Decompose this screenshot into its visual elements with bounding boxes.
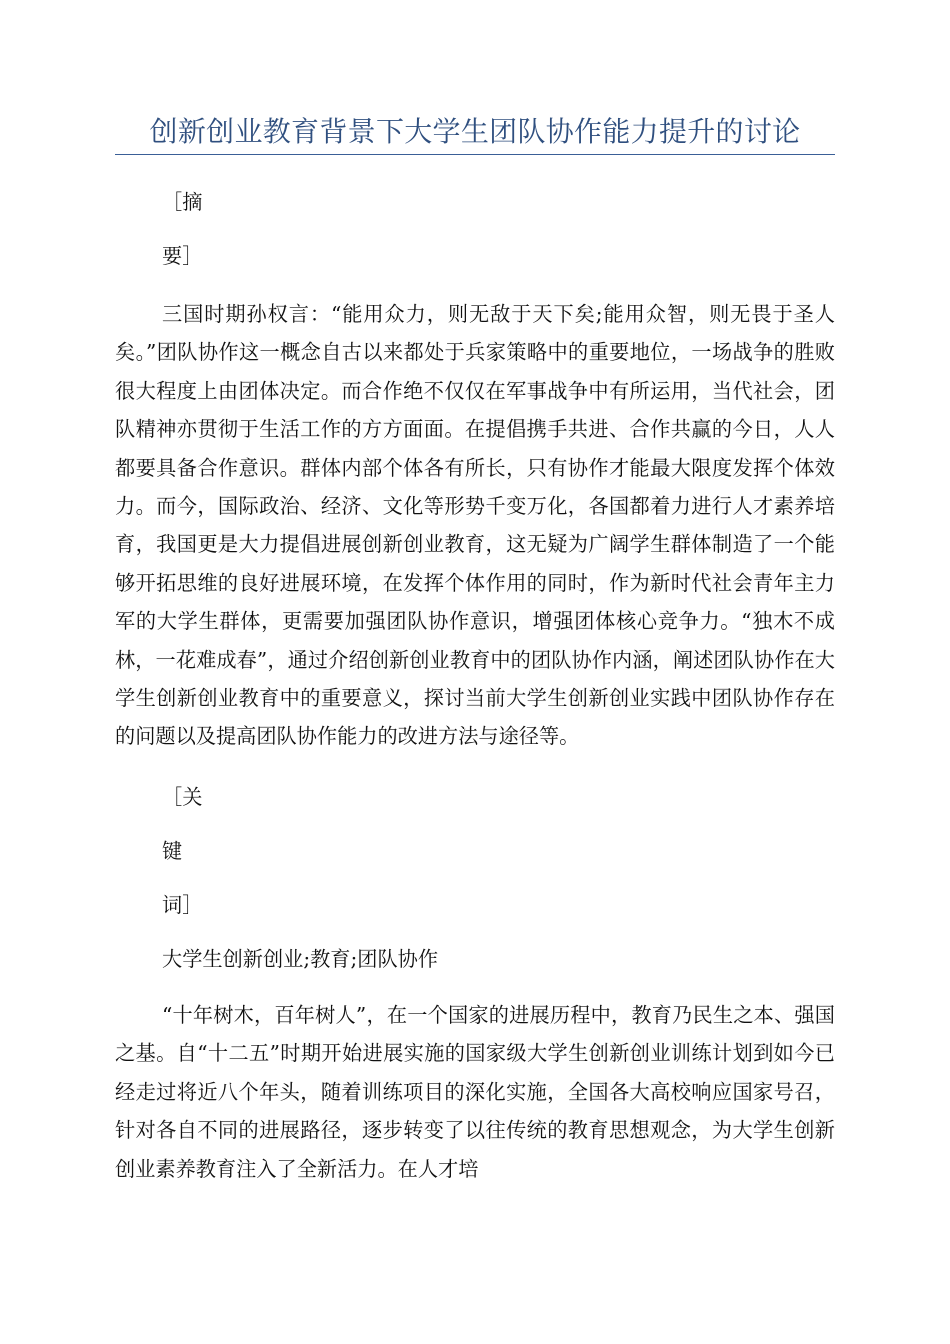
abstract-label-line-2: 要］ <box>162 244 203 268</box>
keywords-label-line-2: 键 <box>162 838 183 863</box>
keywords-text: 大学生创新创业;教育;团队协作 <box>162 946 439 971</box>
abstract-paragraph: 三国时期孙权言：“能用众力，则无敌于天下矣;能用众智，则无畏于圣人矣。”团队协作这一概念自古以来都处于兵家策略中的重要地位，一场战争的胜败很大程度上由团体决定。而合作绝不仅仅在军事战争中有所运用，当代社会，团队精神亦贯彻于生活工作的方方面面。在提倡携手共进、合作共赢的今日，人人都要具备合作意识。群体内部个体各有所长，只有协作才能最大限度发挥个体效力。而今，国际政治、经济、文化等形势千变万化，各国都着力进行人才素养培育，我国更是大力提倡进展创新创业教育，这无疑为广阔学生群体制造了一个能够开拓思维的良好进展环境，在发挥个体作用的同时，作为新时代社会青年主力军的大学生群体，更需要加强团队协作意识，增强团体核心竞争力。“独木不成林，一花难成春”，通过介绍创新创业教育中的团队协作内涵，阐述团队协作在大学生创新创业教育中的重要意义，探讨当前大学生创新创业实践中团队协作存在的问题以及提高团队协作能力的改进方法与途径等。 <box>115 302 835 749</box>
title-underline <box>115 154 835 155</box>
abstract-label-line-1: ［摘 <box>162 190 203 214</box>
document-body <box>115 175 835 1188</box>
document-title: 创新创业教育背景下大学生团队协作能力提升的讨论 <box>149 115 801 148</box>
keywords-label-line-3: 词］ <box>162 892 203 917</box>
keywords-label-line-1: ［关 <box>162 784 203 809</box>
intro-paragraph: “十年树木，百年树人”，在一个国家的进展历程中，教育乃民生之本、强国之基。自“十二五”时期开始进展实施的国家级大学生创新创业训练计划到如今已经走过将近八个年头，随着训练项目的深化实施，全国各大高校响应国家号召，针对各自不同的进展路径，逐步转变了以往传统的教育思想观念，为大学生创新创业素养教育注入了全新活力。在人才培 <box>115 1002 835 1181</box>
